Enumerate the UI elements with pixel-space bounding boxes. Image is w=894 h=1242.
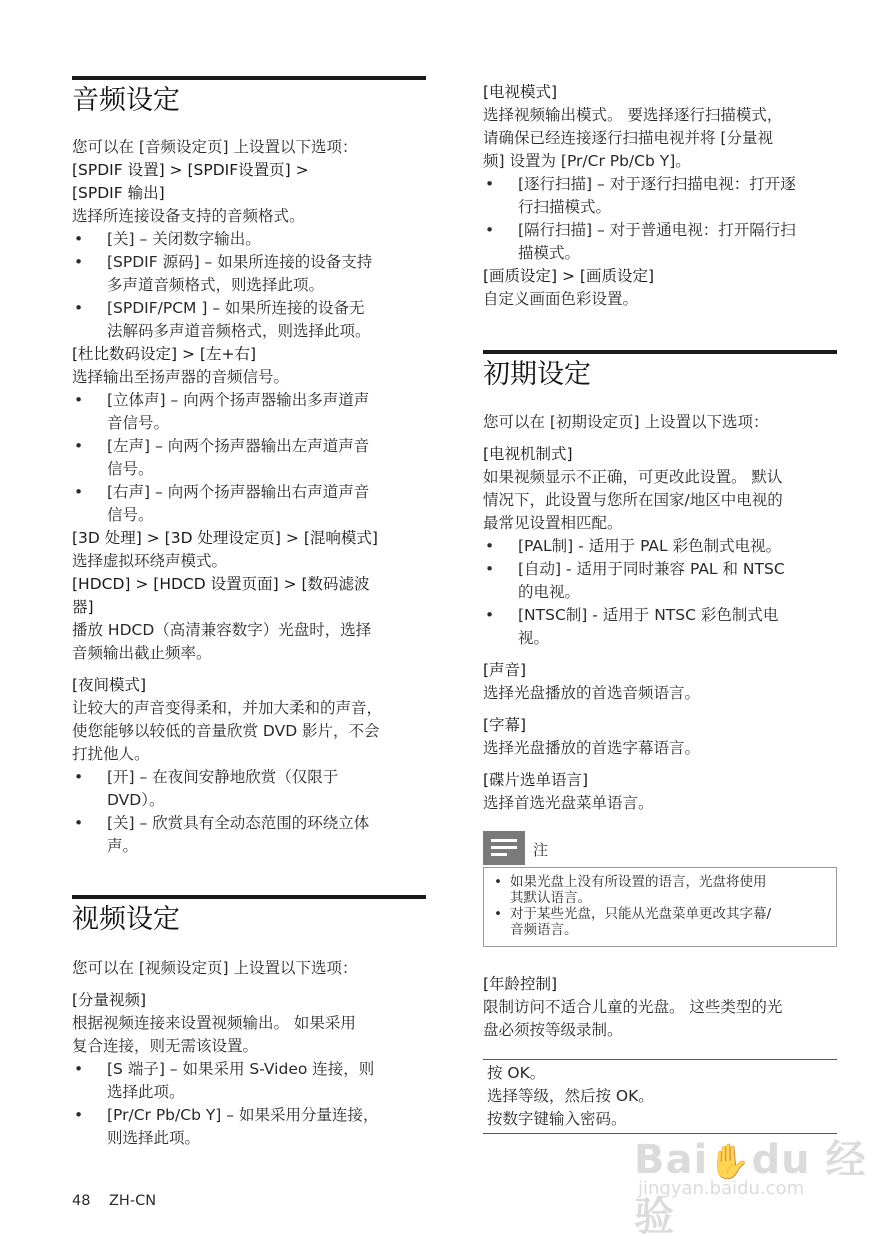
list-item: • [右声] – 向两个扬声器输出右声道声音 信号。 <box>72 481 426 527</box>
option-path: [SPDIF 输出] <box>72 184 165 202</box>
option-desc: 选择光盘播放的首选音频语言。 <box>483 684 701 702</box>
option-desc: 选择输出至扬声器的音频信号。 <box>72 368 290 386</box>
list-item: • [SPDIF 源码] – 如果所连接的设备支持 多声道音频格式，则选择此项。 <box>72 251 426 297</box>
intro-text: 您可以在 [音频设定页] 上设置以下选项： <box>72 138 358 156</box>
intro-text: 您可以在 [初期设定页] 上设置以下选项： <box>483 413 769 431</box>
option-desc: 情况下，此设置与您所在国家/地区中电视的 <box>483 491 783 509</box>
section-rule <box>72 76 426 80</box>
initial-section <box>483 350 837 391</box>
option-head: [电视模式] <box>483 83 558 101</box>
option-desc: 播放 HDCD（高清兼容数字）光盘时，选择 <box>72 621 372 639</box>
list-item: • [隔行扫描] – 对于普通电视：打开隔行扫 描模式。 <box>483 219 837 265</box>
list-item: • [NTSC制] - 适用于 NTSC 彩色制式电 视。 <box>483 604 837 650</box>
option-desc: 选择视频输出模式。 要选择逐行扫描模式， <box>483 106 783 124</box>
initial-content <box>483 411 837 815</box>
page-number: 48 <box>72 1193 91 1209</box>
note-box <box>483 867 837 947</box>
list-item: • [立体声] – 向两个扬声器输出多声道声 音信号。 <box>72 389 426 435</box>
option-head: [字幕] <box>483 716 527 734</box>
option-path: 器] <box>72 598 94 616</box>
note-header <box>483 831 837 867</box>
section-title: 视频设定 <box>72 904 180 935</box>
option-desc: 自定义画面色彩设置。 <box>483 290 639 308</box>
language-code: ZH-CN <box>109 1193 157 1209</box>
note-icon <box>483 831 525 865</box>
steps-list <box>483 1059 837 1134</box>
option-head: [年龄控制] <box>483 975 558 993</box>
list-item: • [SPDIF/PCM ] – 如果所连接的设备无 法解码多声道音频格式，则选择此项。 <box>72 297 426 343</box>
option-head: [声音] <box>483 661 527 679</box>
note-label: 注 <box>533 841 549 859</box>
option-path: [HDCD] > [HDCD 设置页面] > [数码滤波 <box>72 575 370 593</box>
section-title: 初期设定 <box>483 359 591 390</box>
watermark-logo: Bai✋du 经验 <box>634 1137 867 1240</box>
option-desc: 音频输出截止频率。 <box>72 644 212 662</box>
list-item: • [逐行扫描] – 对于逐行扫描电视：打开逐 行扫描模式。 <box>483 173 837 219</box>
option-desc: 打扰他人。 <box>72 745 150 763</box>
option-path: [画质设定] > [画质设定] <box>483 267 655 285</box>
step-item: 选择等级，然后按 OK。 <box>487 1087 654 1105</box>
list-item: • [Pr/Cr Pb/Cb Y] – 如果采用分量连接， 则选择此项。 <box>72 1104 426 1150</box>
audio-content <box>72 136 426 858</box>
option-desc: 复合连接，则无需该设置。 <box>72 1037 259 1055</box>
section-rule <box>72 895 426 899</box>
option-path: [杜比数码设定] > [左+右] <box>72 345 257 363</box>
tv-mode-block <box>483 81 837 311</box>
option-head: [碟片选单语言] <box>483 771 589 789</box>
watermark-url: jingyan.baidu.com <box>638 1178 805 1199</box>
option-desc: 使您能够以较低的音量欣赏 DVD 影片，不会 <box>72 722 380 740</box>
option-path: [3D 处理] > [3D 处理设定页] > [混响模式] <box>72 529 378 547</box>
list-item: • [关] – 关闭数字输出。 <box>72 228 426 251</box>
list-item: • [关] – 欣赏具有全动态范围的环绕立体 声。 <box>72 812 426 858</box>
option-desc: 选择光盘播放的首选字幕语言。 <box>483 739 701 757</box>
option-desc: 根据视频连接来设置视频输出。 如果采用 <box>72 1014 356 1032</box>
option-head: [分量视频] <box>72 991 147 1009</box>
option-desc: 最常见设置相匹配。 <box>483 514 623 532</box>
option-desc: 选择所连接设备支持的音频格式。 <box>72 207 305 225</box>
option-desc: 选择首选光盘菜单语言。 <box>483 794 654 812</box>
note-block <box>483 831 837 947</box>
section-rule <box>483 350 837 354</box>
note-item: • 对于某些光盘，只能从光盘菜单更改其字幕/ 音频语言。 <box>492 906 826 938</box>
option-desc: 频] 设置为 [Pr/Cr Pb/Cb Y]。 <box>483 152 691 170</box>
video-content <box>72 957 426 1150</box>
list-item: • [开] – 在夜间安静地欣赏（仅限于 DVD）。 <box>72 766 426 812</box>
option-desc: 限制访问不适合儿童的光盘。 这些类型的光 <box>483 998 783 1016</box>
option-desc: 让较大的声音变得柔和，并加大柔和的声音， <box>72 699 383 717</box>
list-item: • [自动] - 适用于同时兼容 PAL 和 NTSC 的电视。 <box>483 558 837 604</box>
list-item: • [左声] – 向两个扬声器输出左声道声音 信号。 <box>72 435 426 481</box>
option-path: [SPDIF 设置] > [SPDIF设置页] > <box>72 161 309 179</box>
option-desc: 盘必须按等级录制。 <box>483 1021 623 1039</box>
step-item: 按 OK。 <box>487 1064 546 1082</box>
option-desc: 请确保已经连接逐行扫描电视并将 [分量视 <box>483 129 773 147</box>
intro-text: 您可以在 [视频设定页] 上设置以下选项： <box>72 959 358 977</box>
note-item: • 如果光盘上没有所设置的语言，光盘将使用 其默认语言。 <box>492 874 826 906</box>
list-item: • [PAL制] - 适用于 PAL 彩色制式电视。 <box>483 535 837 558</box>
audio-section <box>72 76 426 117</box>
parental-block <box>483 973 837 1042</box>
section-title: 音频设定 <box>72 85 180 116</box>
list-item: • [S 端子] – 如果采用 S-Video 连接，则 选择此项。 <box>72 1058 426 1104</box>
option-desc: 如果视频显示不正确，可更改此设置。 默认 <box>483 468 783 486</box>
option-head: [夜间模式] <box>72 676 147 694</box>
step-item: 按数字键输入密码。 <box>487 1110 627 1128</box>
option-head: [电视机制式] <box>483 445 573 463</box>
option-desc: 选择虚拟环绕声模式。 <box>72 552 228 570</box>
video-section <box>72 895 426 936</box>
